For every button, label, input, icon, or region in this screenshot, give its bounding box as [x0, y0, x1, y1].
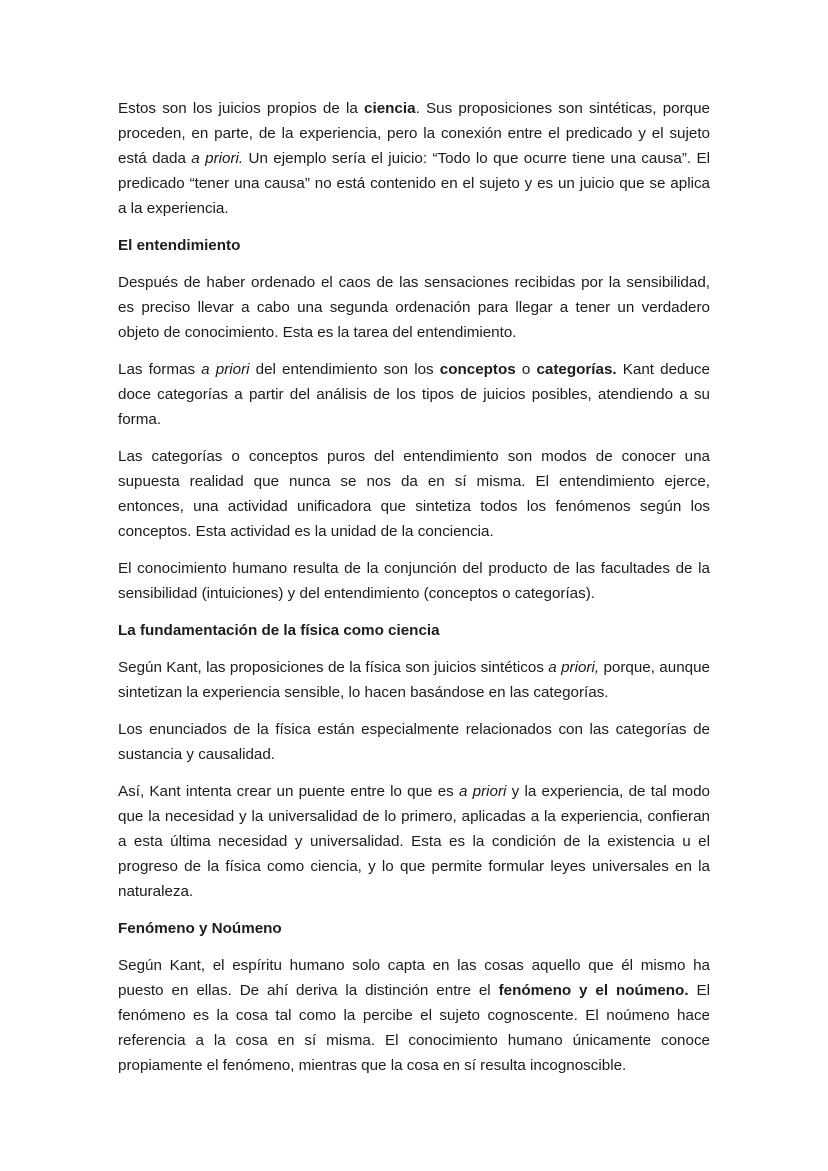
heading-fisica: La fundamentación de la física como ciencia — [118, 622, 440, 639]
paragraph-categorias-puras: Las categorías o conceptos puros del entendimiento son modos de conocer una supuesta realidad que nunca se nos da en sí misma. El entendimiento ejerce, entonces, una actividad unificadora que sintetiza todos los fenómenos según los conceptos. Esta actividad es la unidad de la conciencia. — [118, 448, 710, 540]
paragraph-formas-a-priori: Las formas a priori del entendimiento son los conceptos o categorías. Kant deduce doce categorías a partir del análisis de los tipos de juicios posibles, atendiendo a su forma. — [118, 361, 710, 428]
paragraph-conocimiento-humano: El conocimiento humano resulta de la conjunción del producto de las facultades de la sensibilidad (intuiciones) y del entendimiento (conceptos o categorías). — [118, 560, 710, 602]
document-page — [118, 96, 710, 1090]
heading-fenomeno-noumeno: Fenómeno y Noúmeno — [118, 920, 282, 937]
paragraph-enunciados-fisica: Los enunciados de la física están especialmente relacionados con las categorías de sustancia y causalidad. — [118, 721, 710, 763]
keyword-conceptos: conceptos — [439, 361, 516, 378]
keyword-categorias: categorías. — [536, 361, 617, 378]
italic-a-priori: a priori. — [191, 150, 244, 167]
keyword-ciencia: ciencia — [364, 100, 416, 117]
paragraph-ordenacion: Después de haber ordenado el caos de las sensaciones recibidas por la sensibilidad, es preciso llevar a cabo una segunda ordenación para llegar a tener un verdadero objeto de conocimiento. Esta es la tarea del entendimiento. — [118, 274, 710, 341]
paragraph-juicios-ciencia: Estos son los juicios propios de la ciencia. Sus proposiciones son sintéticas, porque proceden, en parte, de la experiencia, pero la conexión entre el predicado y el sujeto está dada a priori. Un ejemplo sería el juicio: “Todo lo que ocurre tiene una causa”. El predicado “tener una causa” no está contenido en el sujeto y es un juicio que se aplica a la experiencia. — [118, 100, 710, 217]
keyword-fenomeno-noumeno: fenómeno y el noúmeno. — [498, 982, 689, 999]
heading-entendimiento: El entendimiento — [118, 237, 241, 254]
paragraph-fenomeno-noumeno: Según Kant, el espíritu humano solo capta en las cosas aquello que él mismo ha puesto en ellas. De ahí deriva la distinción entre el fenómeno y el noúmeno. El fenómeno es la cosa tal como la percibe el sujeto cognoscente. El noúmeno hace referencia a la cosa en sí misma. El conocimiento humano únicamente conoce propiamente el fenómeno, mientras que la cosa en sí resulta incognoscible. — [118, 957, 710, 1074]
paragraph-puente: Así, Kant intenta crear un puente entre lo que es a priori y la experiencia, de tal modo que la necesidad y la universalidad de lo primero, aplicadas a la experiencia, confieran a esta última necesidad y universalidad. Esta es la condición de la existencia u el progreso de la física como ciencia, y lo que permite formular leyes universales en la naturaleza. — [118, 783, 710, 900]
paragraph-proposiciones-fisica: Según Kant, las proposiciones de la física son juicios sintéticos a priori, porque, aunque sintetizan la experiencia sensible, lo hacen basándose en las categorías. — [118, 659, 710, 701]
